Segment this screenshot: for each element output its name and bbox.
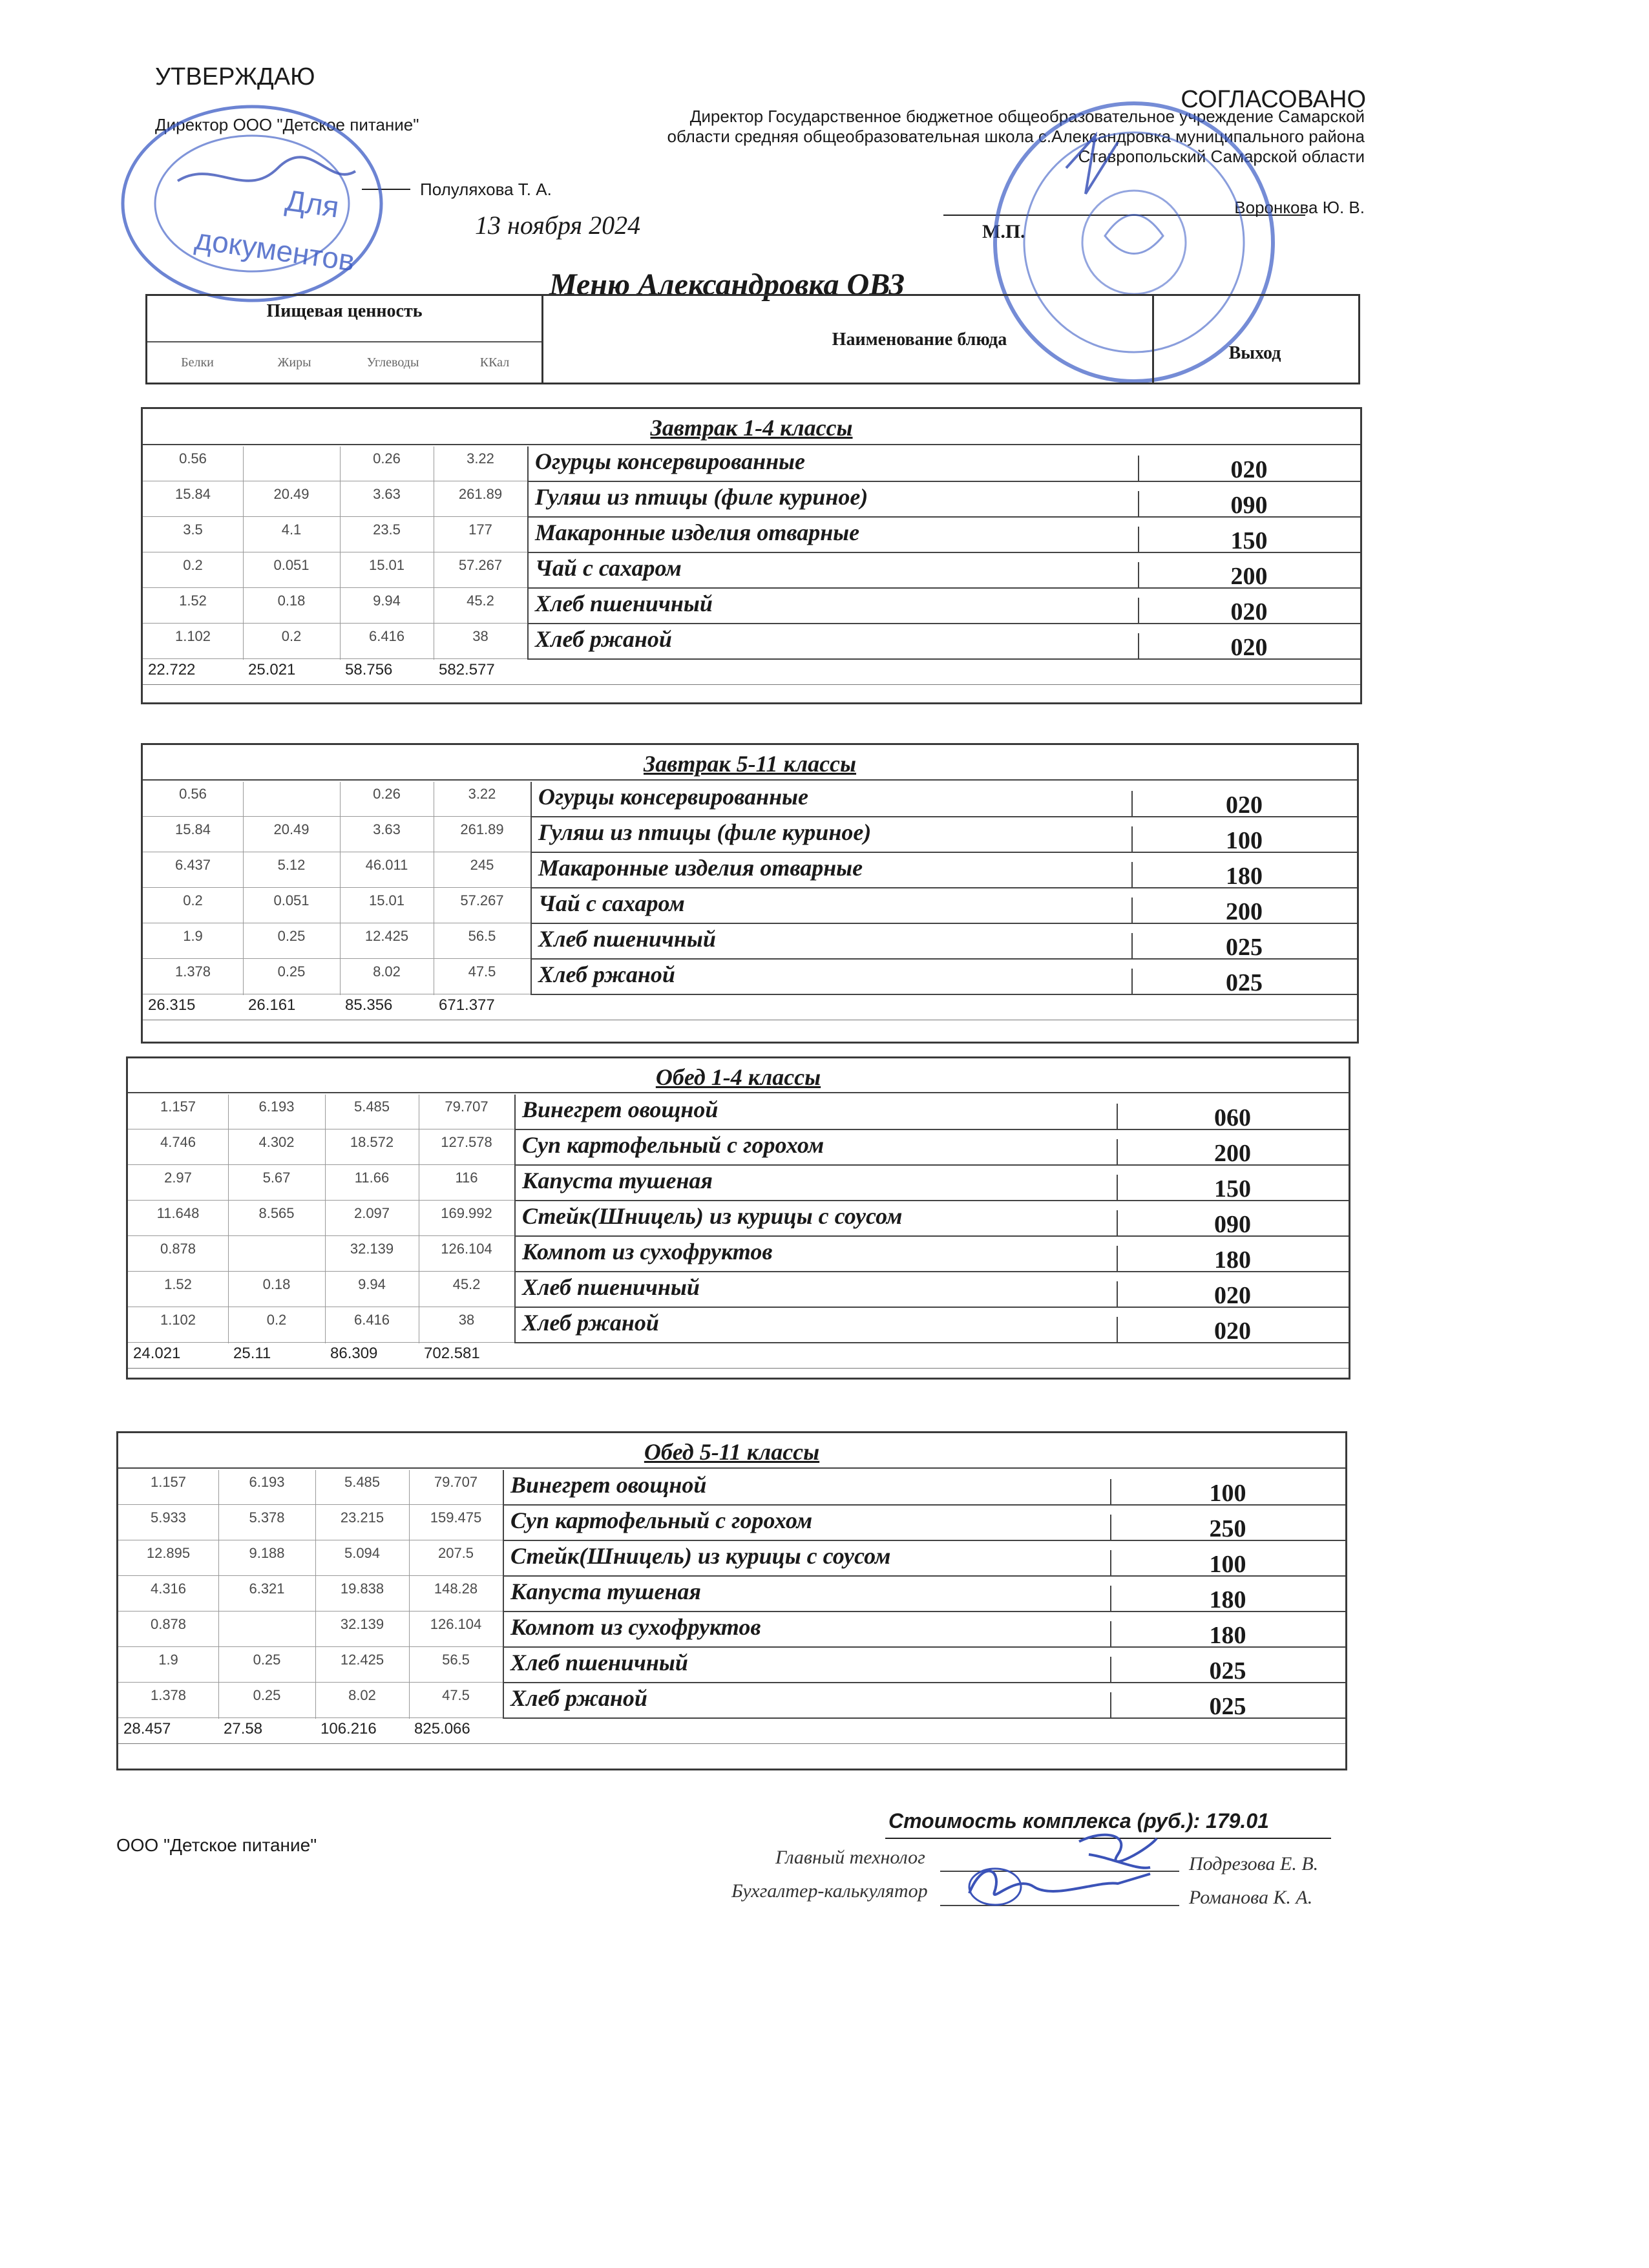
menu-row: [143, 624, 1360, 660]
dish-name: Капуста тушеная: [510, 1579, 701, 1604]
approve-title: УТВЕРЖДАЮ: [155, 63, 315, 90]
section-total: 106.216: [320, 1720, 377, 1738]
nutrition-value: 20.49: [273, 821, 310, 837]
section-total: 86.309: [330, 1345, 378, 1362]
nutrition-value: 245: [470, 857, 494, 873]
nutrition-value: 32.139: [340, 1616, 384, 1632]
nutrition-value: 6.416: [353, 1312, 390, 1328]
section-total: 24.021: [133, 1345, 181, 1362]
portion-output: 200: [1226, 898, 1263, 925]
complex-cost: Стоимость комплекса (руб.): 179.01: [888, 1809, 1269, 1832]
section-total: 671.377: [439, 996, 495, 1014]
section-total: 28.457: [123, 1720, 171, 1738]
dish-name: Хлеб ржаной: [510, 1685, 647, 1711]
dish-name: Винегрет овощной: [522, 1097, 719, 1122]
nutrition-value: 12.895: [146, 1545, 191, 1561]
nutrition-value: 11.66: [354, 1170, 390, 1186]
nutrition-value: 177: [468, 521, 492, 538]
stamp-text-1: Для: [283, 183, 341, 224]
portion-output: 200: [1230, 563, 1268, 590]
menu-row: [143, 888, 1357, 924]
fats-header: Жиры: [277, 355, 311, 370]
menu-row: [128, 1095, 1349, 1130]
dish-name: Хлеб ржаной: [535, 626, 672, 652]
nutrition-value: 5.12: [277, 857, 306, 873]
nutrition-value: 0.18: [262, 1276, 291, 1292]
portion-output: 025: [1209, 1657, 1246, 1685]
section-total: 58.756: [345, 661, 393, 678]
portion-output: 250: [1209, 1515, 1246, 1542]
nutrition-value: 9.94: [358, 1276, 386, 1292]
proteins-header: Белки: [181, 355, 214, 370]
portion-output: 020: [1230, 456, 1268, 483]
nutrition-value: 15.01: [368, 557, 405, 573]
section-total: 22.722: [148, 661, 196, 678]
dish-name: Винегрет овощной: [510, 1472, 707, 1498]
nutrition-value: 1.102: [174, 628, 211, 644]
nutrition-value: 5.67: [262, 1170, 291, 1186]
portion-output: 025: [1209, 1693, 1246, 1720]
nutrition-value: 4.316: [150, 1580, 187, 1597]
agree-role-line-1: Директор Государственное бюджетное общеобразовательное учреждение Самарской: [689, 107, 1365, 126]
dish-name: Гуляш из птицы (филе куриное): [535, 484, 868, 510]
nutrition-value: 8.565: [258, 1205, 295, 1221]
nutrition-value: 38: [472, 628, 488, 644]
nutrition-value: 0.25: [277, 928, 306, 944]
nutrition-value: 127.578: [441, 1134, 492, 1150]
portion-output: 100: [1209, 1551, 1246, 1578]
menu-row: [118, 1648, 1345, 1683]
menu-row: [143, 553, 1360, 589]
nutrition-value: 0.26: [373, 450, 401, 467]
nutrition-value: 11.648: [156, 1205, 200, 1221]
nutrition-value: 15.84: [174, 821, 211, 837]
menu-row: [118, 1683, 1345, 1719]
nutrition-value: 1.157: [160, 1098, 196, 1115]
nutrition-value: 15.01: [368, 892, 405, 908]
nutrition-value: 5.378: [249, 1509, 285, 1526]
dish-name: Стейк(Шницель) из курицы с соусом: [510, 1543, 891, 1569]
nutrition-value: 0.2: [183, 557, 203, 573]
dish-name: Компот из сухофруктов: [522, 1239, 773, 1265]
nutrition-value: 3.22: [468, 786, 496, 802]
dish-name: Стейк(Шницель) из курицы с соусом: [522, 1203, 903, 1229]
portion-output: 025: [1226, 969, 1263, 996]
nutrition-value: 207.5: [437, 1545, 474, 1561]
nutrition-value: 47.5: [468, 963, 496, 980]
nutrition-value: 1.102: [160, 1312, 196, 1328]
nutrition-value: 57.267: [460, 892, 504, 908]
nutrition-value: 3.63: [373, 486, 401, 502]
portion-output: 150: [1230, 527, 1268, 554]
nutrition-value: 1.9: [158, 1652, 178, 1668]
nutrition-value: 5.485: [344, 1474, 381, 1490]
nutrition-value: 6.193: [249, 1474, 285, 1490]
dish-name-header: Наименование блюда: [832, 330, 1007, 350]
menu-row: [143, 482, 1360, 518]
section-total: 25.11: [233, 1345, 271, 1362]
nutrition-value: 57.267: [458, 557, 503, 573]
nutrition-value: 32.139: [350, 1241, 394, 1257]
nutrition-value: 0.2: [266, 1312, 287, 1328]
carbs-header: Углеводы: [366, 355, 419, 370]
menu-row: [118, 1577, 1345, 1612]
accountant-role: Бухгалтер-калькулятор: [731, 1880, 928, 1902]
nutrition-value: 3.22: [467, 450, 494, 467]
menu-row: [128, 1308, 1349, 1343]
section-total: 582.577: [439, 661, 495, 678]
nutrition-value: 0.56: [179, 786, 207, 802]
menu-section: [126, 1056, 1350, 1380]
nutrition-value: 0.25: [253, 1687, 281, 1703]
portion-output: 180: [1209, 1622, 1246, 1649]
approve-role: Директор ООО "Детское питание": [155, 115, 419, 134]
portion-output: 100: [1209, 1480, 1246, 1507]
dish-name: Огурцы консервированные: [535, 448, 806, 474]
menu-row: [118, 1612, 1345, 1648]
nutrition-value: 5.485: [353, 1098, 390, 1115]
menu-section: [141, 407, 1362, 704]
agree-role-line-2: области средняя общеобразовательная школа с.Александровка муниципального района: [667, 127, 1365, 146]
nutrition-value: 47.5: [442, 1687, 470, 1703]
menu-row: [143, 924, 1357, 960]
portion-output: 180: [1226, 863, 1263, 890]
nutrition-value: 9.94: [373, 593, 401, 609]
dish-name: Макаронные изделия отварные: [535, 520, 860, 545]
nutrition-value: 5.933: [150, 1509, 187, 1526]
nutrition-value: 38: [458, 1312, 475, 1328]
technologist-role: Главный технолог: [775, 1847, 925, 1868]
section-title: Завтрак 1-4 классы: [650, 415, 853, 441]
portion-output: 150: [1214, 1175, 1251, 1202]
nutrition-value: 1.378: [174, 963, 211, 980]
nutrition-value: 6.416: [368, 628, 405, 644]
dish-name: Хлеб ржаной: [538, 961, 675, 987]
menu-section: [116, 1431, 1347, 1770]
portion-output: 100: [1226, 827, 1263, 854]
dish-name: Хлеб пшеничный: [535, 591, 713, 616]
menu-title: Меню Александровка ОВЗ: [549, 268, 905, 302]
portion-output: 020: [1226, 792, 1263, 819]
nutrition-value: 19.838: [340, 1580, 384, 1597]
nutrition-value: 261.89: [458, 486, 503, 502]
menu-table-header: [145, 294, 1360, 384]
dish-name: Суп картофельный с горохом: [510, 1507, 813, 1533]
portion-output: 090: [1214, 1211, 1251, 1238]
nutrition-value: 0.25: [253, 1652, 281, 1668]
portion-output: 060: [1214, 1104, 1251, 1131]
nutrition-value: 23.5: [373, 521, 401, 538]
nutrition-value: 2.097: [353, 1205, 390, 1221]
portion-output: 025: [1226, 934, 1263, 961]
dish-name: Хлеб пшеничный: [510, 1650, 688, 1675]
nutrition-value: 116: [455, 1170, 478, 1186]
nutrition-subheader: [147, 341, 541, 386]
accountant-name: Романова К. А.: [1189, 1887, 1313, 1908]
dish-name: Гуляш из птицы (филе куриное): [538, 819, 872, 845]
dish-name: Хлеб ржаной: [522, 1310, 659, 1336]
nutrition-value: 4.1: [281, 521, 302, 538]
portion-output: 180: [1214, 1246, 1251, 1274]
nutrition-value: 8.02: [373, 963, 401, 980]
nutrition-value: 0.2: [183, 892, 203, 908]
nutrition-value: 169.992: [441, 1205, 492, 1221]
agree-name: Воронкова Ю. В.: [1234, 198, 1365, 217]
nutrition-value: 6.437: [174, 857, 211, 873]
portion-output: 020: [1214, 1318, 1251, 1345]
nutrition-value: 159.475: [430, 1509, 482, 1526]
menu-row: [128, 1166, 1349, 1201]
dish-name: Компот из сухофруктов: [510, 1614, 761, 1640]
nutrition-value: 15.84: [174, 486, 211, 502]
section-total: 26.315: [148, 996, 196, 1014]
nutrition-value: 8.02: [348, 1687, 376, 1703]
nutrition-value: 1.9: [183, 928, 203, 944]
dish-name: Хлеб пшеничный: [522, 1274, 700, 1300]
dish-name: Чай с сахаром: [535, 555, 682, 581]
stamp-left-icon: [116, 97, 388, 310]
nutrition-value: 18.572: [350, 1134, 394, 1150]
nutrition-value: 12.425: [340, 1652, 384, 1668]
approve-name: Полуляхова Т. А.: [420, 180, 552, 199]
nutrition-value: 0.051: [273, 892, 310, 908]
nutrition-value: 4.302: [258, 1134, 295, 1150]
menu-row: [143, 782, 1357, 817]
menu-row: [128, 1237, 1349, 1272]
dish-name: Капуста тушеная: [522, 1168, 713, 1193]
section-total: 85.356: [345, 996, 393, 1014]
portion-output: 200: [1214, 1140, 1251, 1167]
nutrition-value: 148.28: [434, 1580, 478, 1597]
nutrition-value: 45.2: [452, 1276, 481, 1292]
output-header: Выход: [1228, 343, 1281, 363]
menu-row: [128, 1272, 1349, 1308]
nutrition-value: 0.051: [273, 557, 310, 573]
nutrition-value: 79.707: [434, 1474, 478, 1490]
nutrition-value: 9.188: [249, 1545, 285, 1561]
dish-name: Хлеб пшеничный: [538, 926, 716, 952]
nutrition-value: 56.5: [468, 928, 496, 944]
portion-output: 020: [1230, 598, 1268, 625]
nutrition-value: 261.89: [460, 821, 504, 837]
menu-row: [118, 1470, 1345, 1506]
menu-row: [118, 1541, 1345, 1577]
dish-name: Чай с сахаром: [538, 890, 685, 916]
menu-row: [143, 817, 1357, 853]
dish-name: Макаронные изделия отварные: [538, 855, 863, 881]
nutrition-value: 56.5: [442, 1652, 470, 1668]
menu-row: [143, 589, 1360, 624]
section-title: Завтрак 5-11 классы: [643, 751, 857, 777]
kcal-header: ККал: [479, 355, 510, 370]
agree-role-line-3: Ставропольский Самарской области: [1078, 147, 1365, 166]
nutrition-value: 6.193: [258, 1098, 295, 1115]
nutrition-value: 126.104: [430, 1616, 482, 1632]
nutrition-value: 3.5: [183, 521, 203, 538]
section-total: 25.021: [248, 661, 296, 678]
nutrition-value: 12.425: [364, 928, 409, 944]
nutrition-value: 126.104: [441, 1241, 492, 1257]
nutrition-value: 23.215: [340, 1509, 384, 1526]
stamp-text-2: документов: [193, 222, 357, 278]
nutrition-value: 3.63: [373, 821, 401, 837]
menu-row: [143, 518, 1360, 553]
nutrition-value: 0.18: [277, 593, 306, 609]
section-total: 825.066: [414, 1720, 470, 1738]
nutrition-value: 0.878: [150, 1616, 187, 1632]
nutrition-value: 45.2: [467, 593, 494, 609]
menu-row: [143, 853, 1357, 888]
section-total: 702.581: [424, 1345, 480, 1362]
agree-title: СОГЛАСОВАНО: [1181, 86, 1366, 113]
nutrition-value: 0.878: [160, 1241, 196, 1257]
footer-signatures-icon: [956, 1822, 1176, 1913]
nutrition-value: 0.56: [179, 450, 207, 467]
section-total: 27.58: [224, 1720, 263, 1738]
approve-date: 13 ноября 2024: [475, 211, 641, 240]
menu-row: [128, 1201, 1349, 1237]
nutrition-value: 46.011: [365, 857, 408, 873]
agree-mp: М.П.: [982, 221, 1025, 242]
section-total: 26.161: [248, 996, 296, 1014]
nutrition-value: 0.2: [281, 628, 302, 644]
nutrition-header: Пищевая ценность: [266, 301, 423, 321]
dish-name: Суп картофельный с горохом: [522, 1132, 824, 1158]
menu-row: [118, 1506, 1345, 1541]
menu-row: [128, 1130, 1349, 1166]
menu-row: [143, 446, 1360, 482]
technologist-name: Подрезова Е. В.: [1189, 1853, 1319, 1874]
menu-section: [141, 743, 1359, 1044]
nutrition-value: 20.49: [273, 486, 310, 502]
portion-output: 020: [1230, 634, 1268, 661]
menu-row: [143, 960, 1357, 995]
nutrition-value: 1.52: [179, 593, 207, 609]
portion-output: 020: [1214, 1282, 1251, 1309]
nutrition-value: 79.707: [445, 1098, 488, 1115]
nutrition-value: 2.97: [164, 1170, 192, 1186]
nutrition-value: 6.321: [249, 1580, 285, 1597]
portion-output: 090: [1230, 492, 1268, 519]
section-title: Обед 5-11 классы: [644, 1439, 820, 1465]
nutrition-value: 5.094: [344, 1545, 381, 1561]
nutrition-value: 0.25: [277, 963, 306, 980]
section-title: Обед 1-4 классы: [655, 1064, 821, 1090]
dish-name: Огурцы консервированные: [538, 784, 809, 810]
nutrition-value: 1.157: [150, 1474, 187, 1490]
nutrition-value: 0.26: [373, 786, 401, 802]
nutrition-value: 1.52: [164, 1276, 192, 1292]
portion-output: 180: [1209, 1586, 1246, 1613]
nutrition-value: 4.746: [160, 1134, 196, 1150]
nutrition-value: 1.378: [150, 1687, 187, 1703]
footer-company: ООО "Детское питание": [116, 1835, 317, 1855]
